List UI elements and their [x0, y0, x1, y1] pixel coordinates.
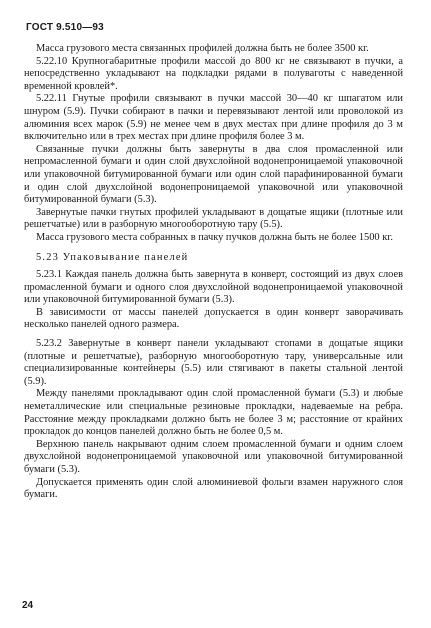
paragraph: Завернутые пачки гнутых профилей укладывают в дощатые ящики (плотные или решетчатые) или в разборную многооборотную тару (5.5). [24, 206, 403, 231]
paragraph: Связанные пучки должны быть завернуты в два слоя промасленной или непромасленной бумаги и один слой двухслойной водонепроницаемой упаковочной или упаковочной битумированной бумаги или один слой парафинированной бумаги и один слой двухслойной водонепроницаемой упаковочной или упаковочной битумированной бумаги (5.3). [24, 143, 403, 206]
section-title: 5.23 Упаковывание панелей [36, 251, 189, 263]
paragraph: 5.23.1 Каждая панель должна быть завернута в конверт, состоящий из двух слоев промасленной бумаги и одного слоя двухслойной водонепроницаемой упаковочной или упаковочной битумированной бумаги (5.3). [24, 269, 403, 306]
paragraph: В зависимости от массы панелей допускается в один конверт заворачивать несколько панелей одного размера. [24, 306, 403, 331]
paragraph: Верхнюю панель накрывают одним слоем промасленной бумаги и одним слоем двухслойной водонепроницаемой упаковочной или упаковочной битумированной бумаги (5.3). [24, 438, 403, 475]
paragraph: 5.22.10 Крупногабаритные профили массой до 800 кг не связывают в пучки, а непосредственно укладывают на подкладки рядами в полуваготы с наведенной временной кровлей*. [24, 55, 403, 92]
document-body [24, 43, 403, 502]
paragraph: Масса грузового места связанных профилей должна быть не более 3500 кг. [36, 43, 369, 54]
paragraph: 5.23.2 Завернутые в конверт панели укладывают стопами в дощатые ящики (плотные и решетчатые), разборную многооборотную тару, универсальные или специализированные контейнеры (5.5) или стягивают в пакеты стальной лентой (5.9). [24, 338, 403, 387]
paragraph: Между панелями прокладывают один слой промасленной бумаги (5.3) и любые неметаллические или специальные резиновые прокладки, надеваемые на ребра. Расстояние между прокладками должно быть не более 3 м; расстояние от крайних прокладок до концов панелей должно быть не более 0,5 м. [24, 388, 403, 438]
paragraph: Масса грузового места собранных в пачку пучков должна быть не более 1500 кг. [36, 231, 393, 243]
paragraph: 5.22.11 Гнутые профили связывают в пучки массой 30—40 кг шпагатом или шнуром (5.9). Пучки собирают в пачки и перевязывают лентой или проволокой из алюминия всех марок (5.9) не менее чем в двух местах при длине профиля до 3 м включительно или в трех местах при длине профиля более 3 м. [24, 93, 403, 143]
standard-header: ГОСТ 9.510—93 [26, 22, 104, 33]
page-number: 24 [22, 600, 34, 611]
paragraph: Допускается применять один слой алюминиевой фольги взамен наружного слоя бумаги. [24, 476, 403, 501]
